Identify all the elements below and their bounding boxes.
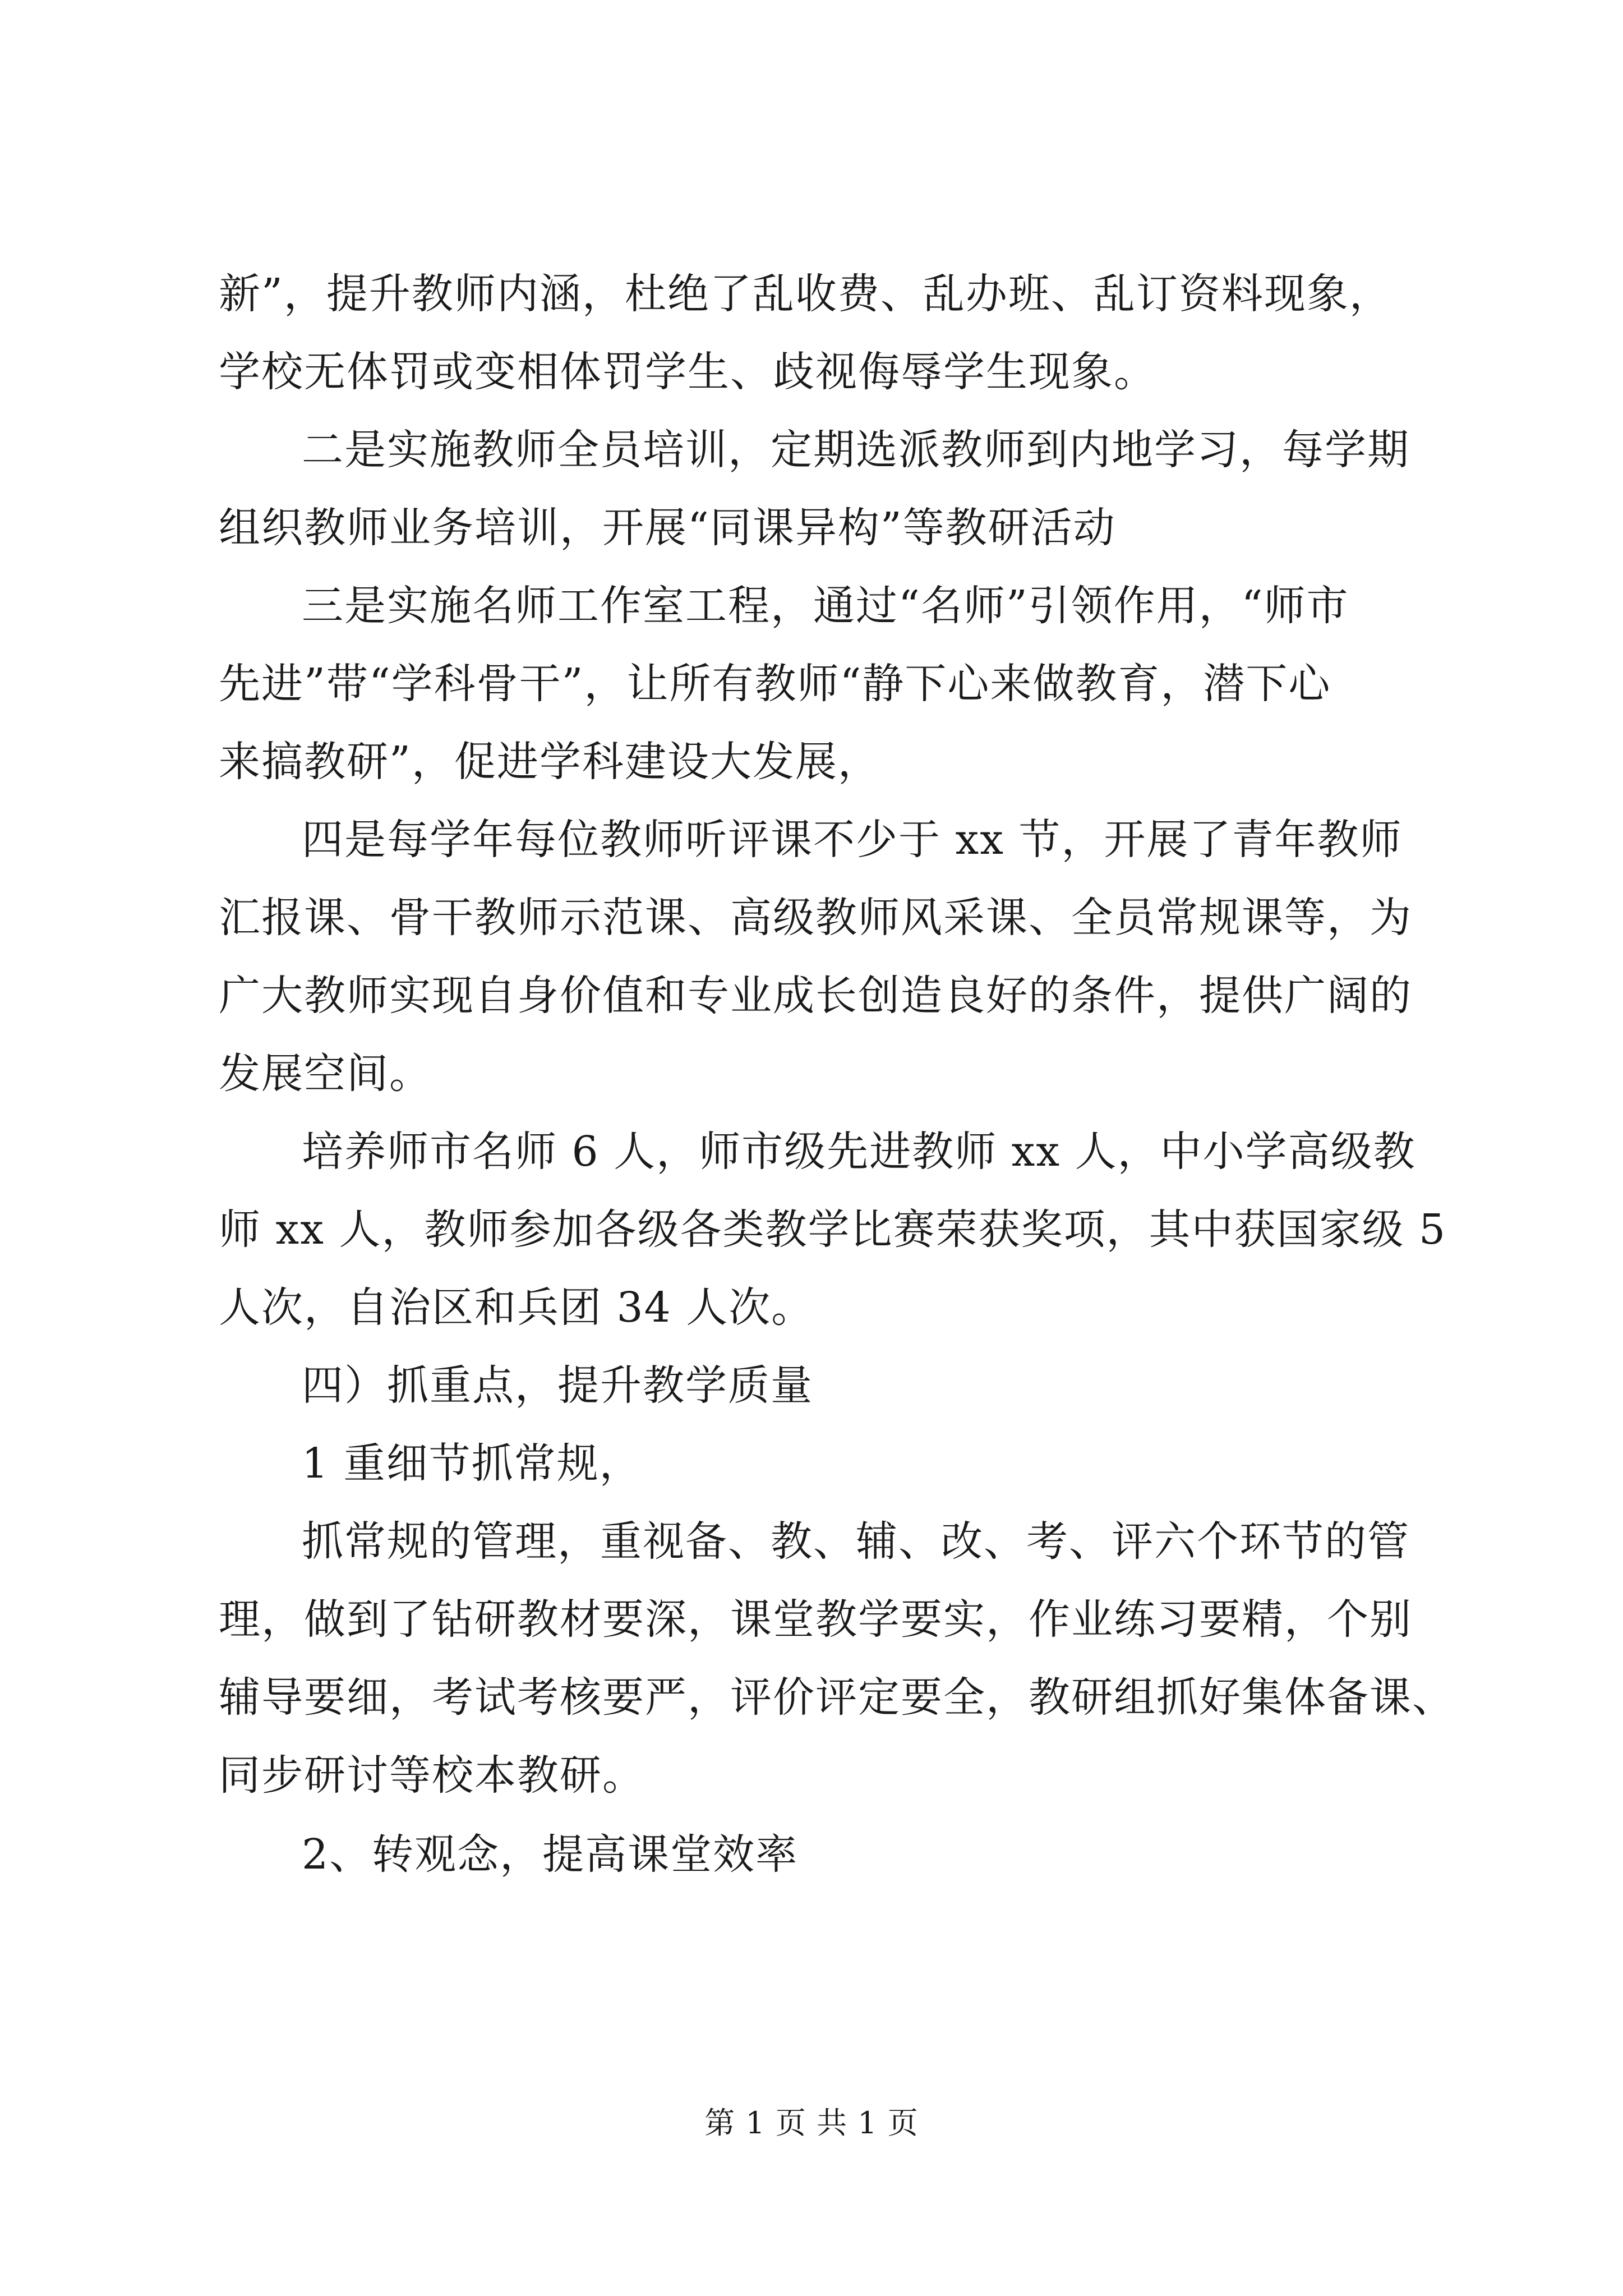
text-line: 发展空间。: [219, 1050, 432, 1098]
text-line: 二是实施教师全员培训，定期选派教师到内地学习，每学期: [302, 426, 1410, 474]
section-heading: 四）抓重点，提升教学质量: [302, 1361, 813, 1410]
text-line: 先进”带“学科骨干”，让所有教师“静下心来做教育，潜下心: [219, 660, 1331, 708]
text-line: 培养师市名师 6 人，师市级先进教师 xx 人，中小学高级教: [302, 1128, 1416, 1176]
text-line: 来搞教研”，促进学科建设大发展，: [219, 738, 880, 786]
text-line: 组织教师业务培训，开展“同课异构”等教研活动: [219, 504, 1116, 552]
text-line: 理，做到了钻研教材要深，课堂教学要实，作业练习要精，个别: [219, 1595, 1412, 1644]
subsection-heading: 2、转观念，提高课堂效率: [302, 1830, 799, 1879]
subsection-heading: 1 重细节抓常规，: [302, 1439, 642, 1488]
text-line: 三是实施名师工作室工程，通过“名师”引领作用，“师市: [302, 582, 1349, 630]
text-line: 新”，提升教师内涵，杜绝了乱收费、乱办班、乱订资料现象，: [219, 270, 1392, 318]
text-line: 学校无体罚或变相体罚学生、歧视侮辱学生现象。: [219, 348, 1156, 396]
text-line: 广大教师实现自身价值和专业成长创造良好的条件，提供广阔的: [219, 972, 1412, 1020]
page-footer: [0, 2104, 1623, 2143]
text-line: 同步研讨等校本教研。: [219, 1751, 645, 1800]
text-line: 抓常规的管理，重视备、教、辅、改、考、评六个环节的管: [302, 1517, 1410, 1566]
text-line: 四是每学年每位教师听评课不少于 xx 节，开展了青年教师: [302, 816, 1403, 864]
text-line: 师 xx 人，教师参加各级各类教学比赛荣获奖项，其中获国家级 5: [219, 1205, 1447, 1254]
text-line: 人次，自治区和兵团 34 人次。: [219, 1283, 814, 1332]
page-number: 第 1 页 共 1 页: [704, 2105, 919, 2141]
text-line: 辅导要细，考试考核要严，评价评定要全，教研组抓好集体备课、: [219, 1673, 1455, 1722]
body-text: [219, 255, 1455, 1894]
text-line: 汇报课、骨干教师示范课、高级教师风采课、全员常规课等，为: [219, 894, 1412, 942]
